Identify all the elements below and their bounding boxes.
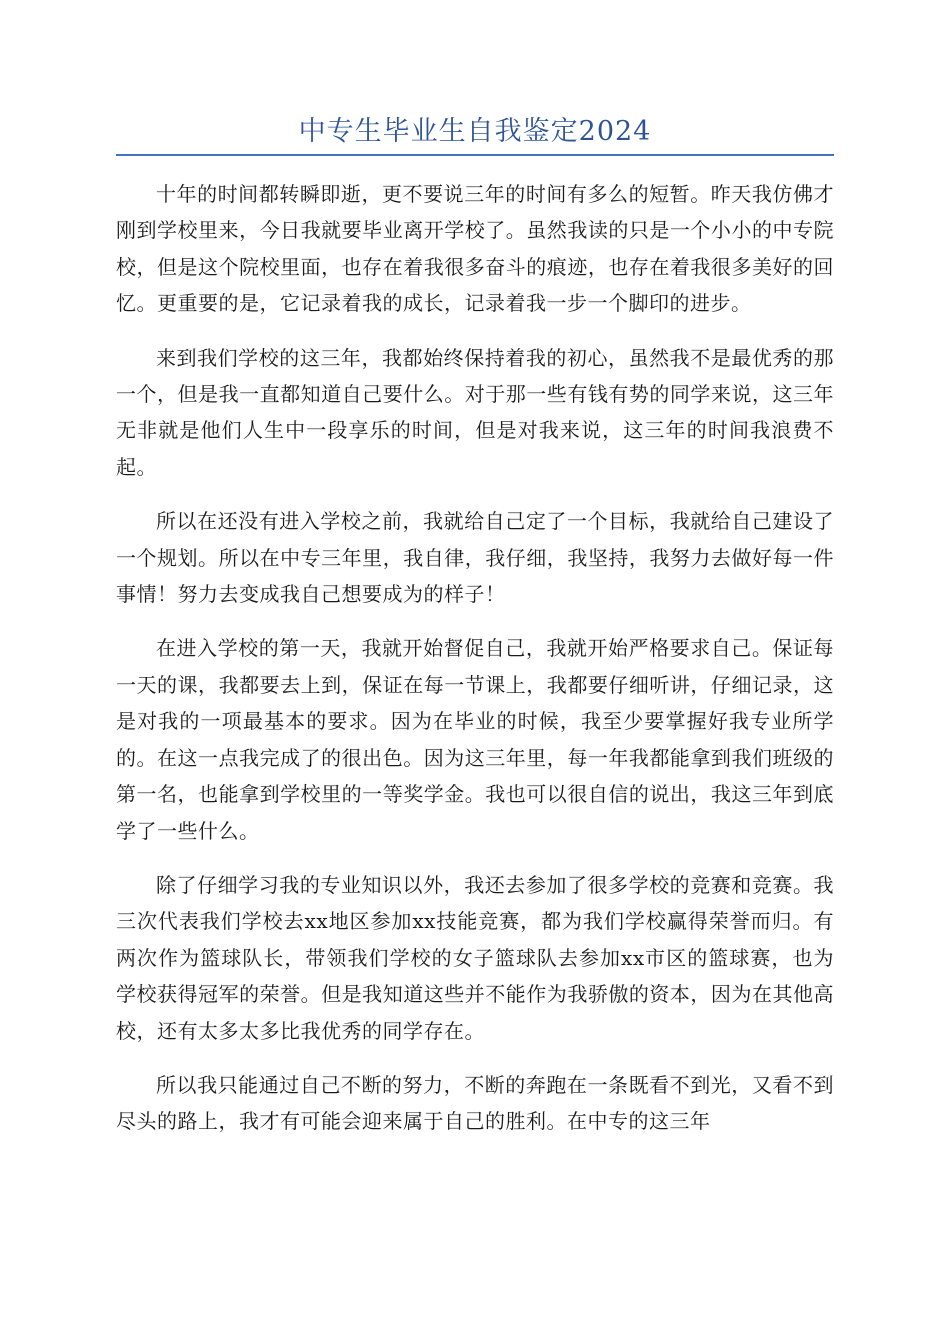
- paragraph-6: 所以我只能通过自己不断的努力，不断的奔跑在一条既看不到光，又看不到尽头的路上，我才有可能会迎来属于自己的胜利。在中专的这三年: [116, 1072, 834, 1134]
- document-title: 中专生毕业生自我鉴定2024: [298, 116, 652, 147]
- document-body: [116, 176, 834, 1158]
- paragraph-2: 来到我们学校的这三年，我都始终保持着我的初心，虽然我不是最优秀的那一个，但是我一直都知道自己要什么。对于那一些有钱有势的同学来说，这三年无非就是他们人生中一段享乐的时间，但是对我来说，这三年的时间我浪费不起。: [116, 345, 834, 479]
- title-underline: [116, 154, 834, 156]
- paragraph-3: 所以在还没有进入学校之前，我就给自己定了一个目标，我就给自己建设了一个规划。所以在中专三年里，我自律，我仔细，我坚持，我努力去做好每一件事情！努力去变成我自己想要成为的样子！: [116, 509, 834, 607]
- paragraph-5: 除了仔细学习我的专业知识以外，我还去参加了很多学校的竞赛和竞赛。我三次代表我们学校去xx地区参加xx技能竞赛，都为我们学校赢得荣誉而归。有两次作为篮球队长，带领我们学校的女子篮球队去参加xx市区的篮球赛，也为学校获得冠军的荣誉。但是我知道这些并不能作为我骄傲的资本，因为在其他高校，还有太多太多比我优秀的同学存在。: [116, 872, 834, 1043]
- paragraph-4: 在进入学校的第一天，我就开始督促自己，我就开始严格要求自己。保证每一天的课，我都要去上到，保证在每一节课上，我都要仔细听讲，仔细记录，这是对我的一项最基本的要求。因为在毕业的时候，我至少要掌握好我专业所学的。在这一点我完成了的很出色。因为这三年里，每一年我都能拿到我们班级的第一名，也能拿到学校里的一等奖学金。我也可以很自信的说出，我这三年到底学了一些什么。: [116, 636, 834, 843]
- paragraph-1: 十年的时间都转瞬即逝，更不要说三年的时间有多么的短暂。昨天我仿佛才刚到学校里来，今日我就要毕业离开学校了。虽然我读的只是一个小小的中专院校，但是这个院校里面，也存在着我很多奋斗的痕迹，也存在着我很多美好的回忆。更重要的是，它记录着我的成长，记录着我一步一个脚印的进步。: [116, 182, 834, 316]
